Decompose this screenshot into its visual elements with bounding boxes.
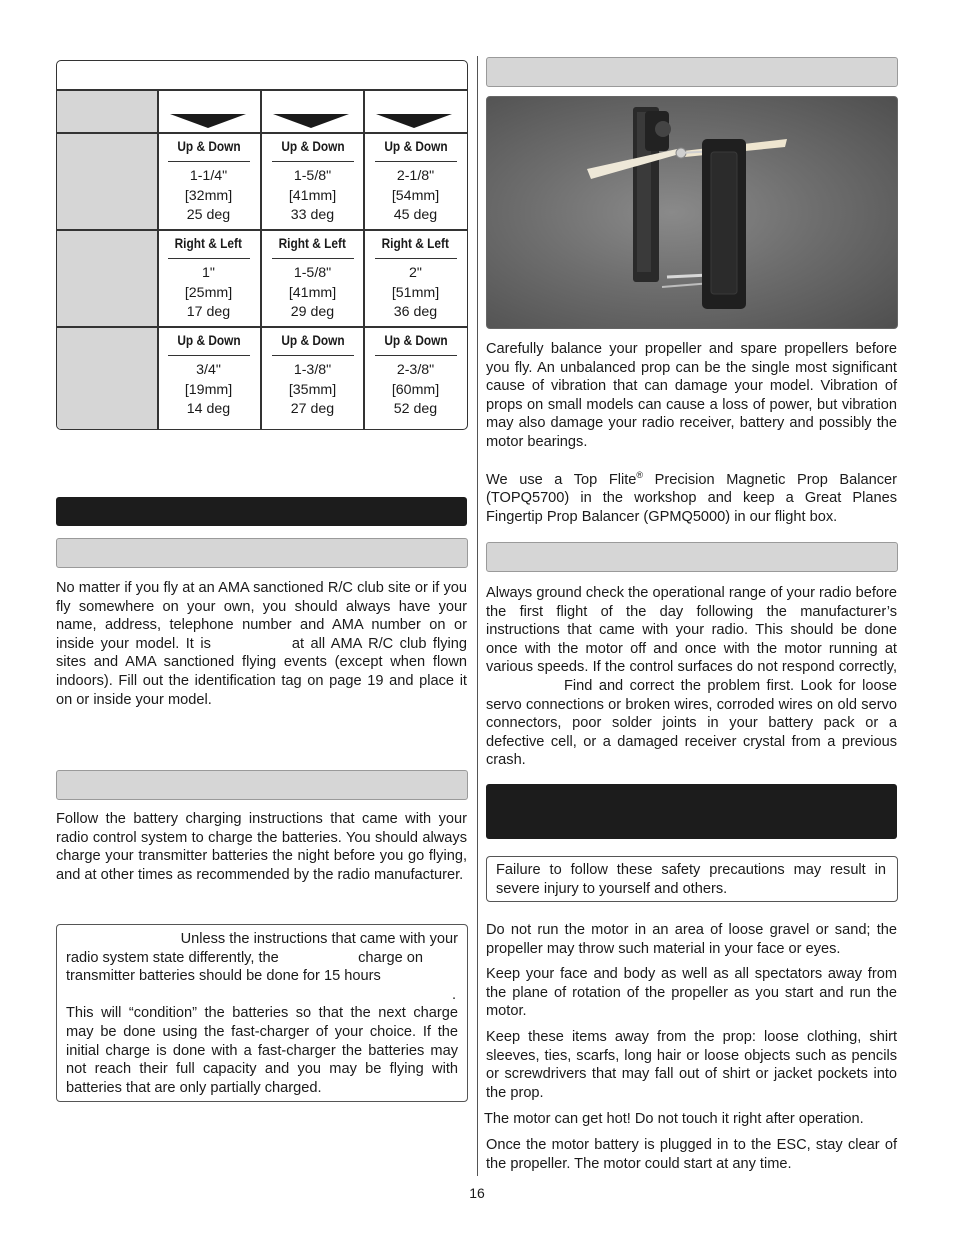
safety-item: Keep these items away from the prop: loose clothing, shirt sleeves, ties, scarfs, long hair or loose objects such as pencils or screwdrivers that may fall out of shirt or jacket pockets into the prop. (486, 1029, 897, 1101)
prop-balancer-image (487, 97, 897, 328)
prop-balancer-paragraph: We use a Top Flite® Precision Magnetic Prop Balancer (TOPQ5700) in the workshop and keep a Great Planes Fingertip Prop Balancer (GPMQ5000) in our flight box. (486, 470, 897, 526)
page-number: 16 (469, 1185, 485, 1201)
control-throws-table (56, 60, 468, 430)
safety-item: Keep your face and body as well as all spectators away from the plane of rotation of the propeller as you start and run the motor. (486, 966, 897, 1020)
balance-prop-paragraph: Carefully balance your propeller and spare propellers before you fly. An unbalanced prop can be the single most significant cause of vibration that can damage your model. Vibration of props on small models can cause a loss of power, but vibration may also damage your radio receiver, battery and possibly the motor bearings. (486, 341, 897, 450)
table-cell: Up & Down 1-5/8" [41mm] 33 deg (262, 137, 363, 225)
table-cell: Up & Down 2-1/8" [54mm] 45 deg (365, 137, 466, 225)
subsection-header-bar (486, 542, 898, 572)
safety-item: The motor can get hot! Do not touch it right after operation. (484, 1111, 864, 1127)
identify-paragraph: No matter if you fly at an AMA sanctioned R/C club site or if you fly somewhere on your own, you should always have your name, address, telephone number and AMA number on or inside your model. It is at all AMA R/C club flying sites and AMA sanctioned flying events (except when flown indoors). Fill out the identification tag on page 19 and place it on or inside your model. (56, 580, 468, 708)
warning-box (486, 856, 898, 902)
table-cell: Right & Left 1" [25mm] 17 deg (158, 234, 259, 322)
section-header-bar (486, 784, 897, 839)
subsection-header-bar (56, 538, 468, 568)
warning-text: Failure to follow these safety precautions may result in severe injury to yourself and others. (496, 862, 886, 897)
safety-item: Once the motor battery is plugged in to the ESC, stay clear of the propeller. The motor could start at any time. (486, 1137, 897, 1172)
charge-batteries-paragraph: Follow the battery charging instructions that came with your radio control system to charge the batteries. You should always charge your transmitter batteries the night before you go flying, and at other times as recommended by the radio manufacturer. (56, 811, 467, 883)
table-cell: Up & Down 3/4" [19mm] 14 deg (158, 331, 259, 419)
table-cell: Right & Left 1-5/8" [41mm] 29 deg (262, 234, 363, 322)
subsection-header-bar (486, 57, 898, 87)
section-header-bar (56, 497, 467, 526)
note-box-text: Unless the instructions that came with your radio system state differently, the charge on transmitter batteries should be done for 15 hours . This will “condition” the batteries so that the next charge may be done using the fast-charger of your choice. If the initial charge is done with a fast-charger the batteries may not reach their full capacity and you may be flying with batteries that are only partially charged. (66, 931, 458, 1096)
range-check-paragraph: Always ground check the operational range of your radio before the first flight of the day following the manufacturer’s instructions that came with your radio. This should be done once with the motor off and once with the motor running at various speeds. If the control surfaces do not respond correctly,Find and correct the problem first. Look for loose servo connections or broken wires, corroded wires on old servo connectors, poor solder joints in your battery pack or a defective cell, or a damaged receiver crystal from a previous crash. (486, 585, 897, 769)
table-cell: Up & Down 1-3/8" [35mm] 27 deg (262, 331, 363, 419)
arrow-down-icon (170, 114, 246, 128)
table-cell: Right & Left 2" [51mm] 36 deg (365, 234, 466, 322)
arrow-down-icon (376, 114, 452, 128)
subsection-header-bar (56, 770, 468, 800)
row-label-column (57, 90, 158, 430)
prop-balancer-photo (486, 96, 898, 329)
arrow-down-icon (273, 114, 349, 128)
safety-item: Do not run the motor in an area of loose gravel or sand; the propeller may throw such material in your face or eyes. (486, 922, 897, 957)
column-divider (477, 56, 478, 1176)
table-cell: Up & Down 1-1/4" [32mm] 25 deg (158, 137, 259, 225)
table-cell: Up & Down 2-3/8" [60mm] 52 deg (365, 331, 466, 419)
note-box (56, 924, 468, 1102)
